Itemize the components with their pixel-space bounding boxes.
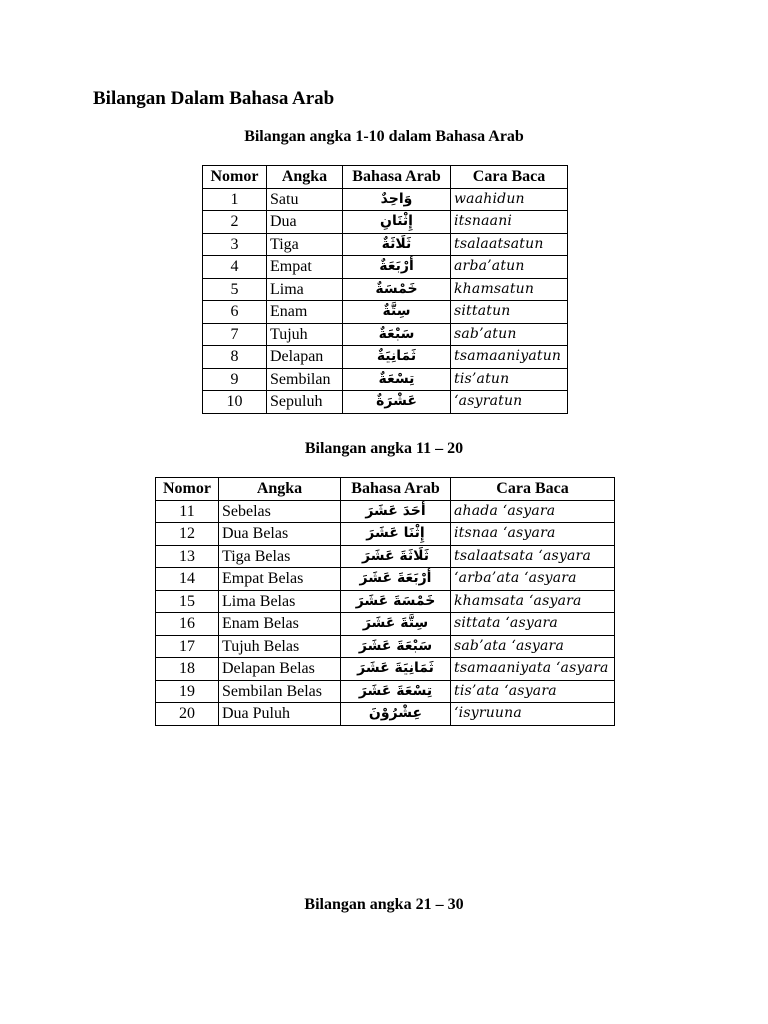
cell-angka: Tujuh Belas [219, 635, 341, 658]
cell-angka: Dua Belas [219, 523, 341, 546]
table-row [203, 256, 568, 279]
cell-bahasa-arab: أَرْبَعَةٌ [343, 256, 451, 279]
table-body [203, 188, 568, 413]
cell-cara-baca: khamsatun [451, 278, 568, 301]
cell-angka: Sembilan [267, 368, 343, 391]
header-angka: Angka [219, 478, 341, 501]
cell-cara-baca: ‘isyruuna [451, 703, 615, 726]
cell-cara-baca: itsnaani [451, 211, 568, 234]
cell-nomor: 19 [156, 680, 219, 703]
table-row [156, 590, 615, 613]
cell-bahasa-arab: ثَمَانِيَةَ عَشَرَ [341, 658, 451, 681]
table-row [203, 301, 568, 324]
header-nomor: Nomor [156, 478, 219, 501]
cell-bahasa-arab: وَاحِدٌ [343, 188, 451, 211]
numbers-table-11-20 [155, 477, 615, 726]
cell-cara-baca: itsnaa ‘asyara [451, 523, 615, 546]
cell-angka: Dua Puluh [219, 703, 341, 726]
table-row [156, 500, 615, 523]
cell-angka: Tiga Belas [219, 545, 341, 568]
table-row [203, 278, 568, 301]
cell-nomor: 13 [156, 545, 219, 568]
document-title: Bilangan Dalam Bahasa Arab [93, 88, 335, 109]
cell-cara-baca: tsamaaniyata ‘asyara [451, 658, 615, 681]
table-row [203, 211, 568, 234]
table-row [156, 680, 615, 703]
cell-bahasa-arab: ثَلَاثَةَ عَشَرَ [341, 545, 451, 568]
cell-nomor: 11 [156, 500, 219, 523]
cell-nomor: 3 [203, 233, 267, 256]
header-bahasa-arab: Bahasa Arab [341, 478, 451, 501]
cell-bahasa-arab: أَحَدَ عَشَرَ [341, 500, 451, 523]
cell-angka: Delapan [267, 346, 343, 369]
cell-cara-baca: sittata ‘asyara [451, 613, 615, 636]
cell-angka: Sepuluh [267, 391, 343, 414]
cell-angka: Satu [267, 188, 343, 211]
cell-cara-baca: sab’ata ‘asyara [451, 635, 615, 658]
cell-bahasa-arab: تِسْعَةٌ [343, 368, 451, 391]
cell-cara-baca: ahada ‘asyara [451, 500, 615, 523]
table-row [203, 188, 568, 211]
cell-bahasa-arab: سَبْعَةٌ [343, 323, 451, 346]
cell-cara-baca: tis’ata ‘asyara [451, 680, 615, 703]
table-row [156, 523, 615, 546]
cell-nomor: 10 [203, 391, 267, 414]
cell-nomor: 16 [156, 613, 219, 636]
cell-angka: Dua [267, 211, 343, 234]
table-row [203, 233, 568, 256]
cell-cara-baca: tsalaatsatun [451, 233, 568, 256]
cell-bahasa-arab: تِسْعَةَ عَشَرَ [341, 680, 451, 703]
cell-bahasa-arab: ثَلَاثَةٌ [343, 233, 451, 256]
section-title-1-10: Bilangan angka 1-10 dalam Bahasa Arab [244, 128, 524, 145]
cell-bahasa-arab: عِشْرُوْنَ [341, 703, 451, 726]
cell-bahasa-arab: سِتَّةٌ [343, 301, 451, 324]
cell-nomor: 18 [156, 658, 219, 681]
table-header-row [203, 166, 568, 189]
section-title-11-20: Bilangan angka 11 – 20 [304, 440, 464, 457]
cell-nomor: 8 [203, 346, 267, 369]
section-title-21-30: Bilangan angka 21 – 30 [304, 896, 464, 913]
cell-bahasa-arab: عَشْرَةٌ [343, 391, 451, 414]
cell-cara-baca: tsalaatsata ‘asyara [451, 545, 615, 568]
cell-nomor: 5 [203, 278, 267, 301]
cell-angka: Lima Belas [219, 590, 341, 613]
cell-cara-baca: arba’atun [451, 256, 568, 279]
cell-nomor: 2 [203, 211, 267, 234]
table-row [156, 703, 615, 726]
cell-bahasa-arab: سَبْعَةَ عَشَرَ [341, 635, 451, 658]
cell-angka: Tiga [267, 233, 343, 256]
table-header-row [156, 478, 615, 501]
cell-bahasa-arab: خَمْسَةَ عَشَرَ [341, 590, 451, 613]
table-row [203, 391, 568, 414]
header-angka: Angka [267, 166, 343, 189]
cell-bahasa-arab: أَرْبَعَةَ عَشَرَ [341, 568, 451, 591]
cell-bahasa-arab: ثَمَانِيَةٌ [343, 346, 451, 369]
cell-cara-baca: khamsata ‘asyara [451, 590, 615, 613]
cell-nomor: 9 [203, 368, 267, 391]
cell-bahasa-arab: إِثْنَانِ [343, 211, 451, 234]
table-row [203, 346, 568, 369]
cell-cara-baca: waahidun [451, 188, 568, 211]
numbers-table-1-10 [202, 165, 568, 414]
cell-bahasa-arab: سِتَّةَ عَشَرَ [341, 613, 451, 636]
table-row [156, 568, 615, 591]
table-row [203, 368, 568, 391]
cell-angka: Delapan Belas [219, 658, 341, 681]
table-row [156, 658, 615, 681]
cell-nomor: 12 [156, 523, 219, 546]
cell-angka: Tujuh [267, 323, 343, 346]
header-nomor: Nomor [203, 166, 267, 189]
cell-cara-baca: ‘asyratun [451, 391, 568, 414]
cell-angka: Enam [267, 301, 343, 324]
table-row [156, 635, 615, 658]
cell-angka: Empat [267, 256, 343, 279]
cell-angka: Sembilan Belas [219, 680, 341, 703]
cell-angka: Empat Belas [219, 568, 341, 591]
cell-nomor: 7 [203, 323, 267, 346]
cell-nomor: 15 [156, 590, 219, 613]
table-body [156, 500, 615, 725]
cell-nomor: 17 [156, 635, 219, 658]
header-bahasa-arab: Bahasa Arab [343, 166, 451, 189]
cell-nomor: 6 [203, 301, 267, 324]
cell-nomor: 20 [156, 703, 219, 726]
cell-nomor: 4 [203, 256, 267, 279]
header-cara-baca: Cara Baca [451, 166, 568, 189]
cell-bahasa-arab: خَمْسَةٌ [343, 278, 451, 301]
cell-cara-baca: tsamaaniyatun [451, 346, 568, 369]
cell-nomor: 1 [203, 188, 267, 211]
header-cara-baca: Cara Baca [451, 478, 615, 501]
cell-angka: Enam Belas [219, 613, 341, 636]
cell-bahasa-arab: إِثْنَا عَشَرَ [341, 523, 451, 546]
table-row [203, 323, 568, 346]
table-row [156, 613, 615, 636]
cell-angka: Lima [267, 278, 343, 301]
cell-cara-baca: sittatun [451, 301, 568, 324]
cell-angka: Sebelas [219, 500, 341, 523]
cell-cara-baca: ‘arba’ata ‘asyara [451, 568, 615, 591]
cell-cara-baca: tis’atun [451, 368, 568, 391]
table-row [156, 545, 615, 568]
cell-nomor: 14 [156, 568, 219, 591]
cell-cara-baca: sab’atun [451, 323, 568, 346]
